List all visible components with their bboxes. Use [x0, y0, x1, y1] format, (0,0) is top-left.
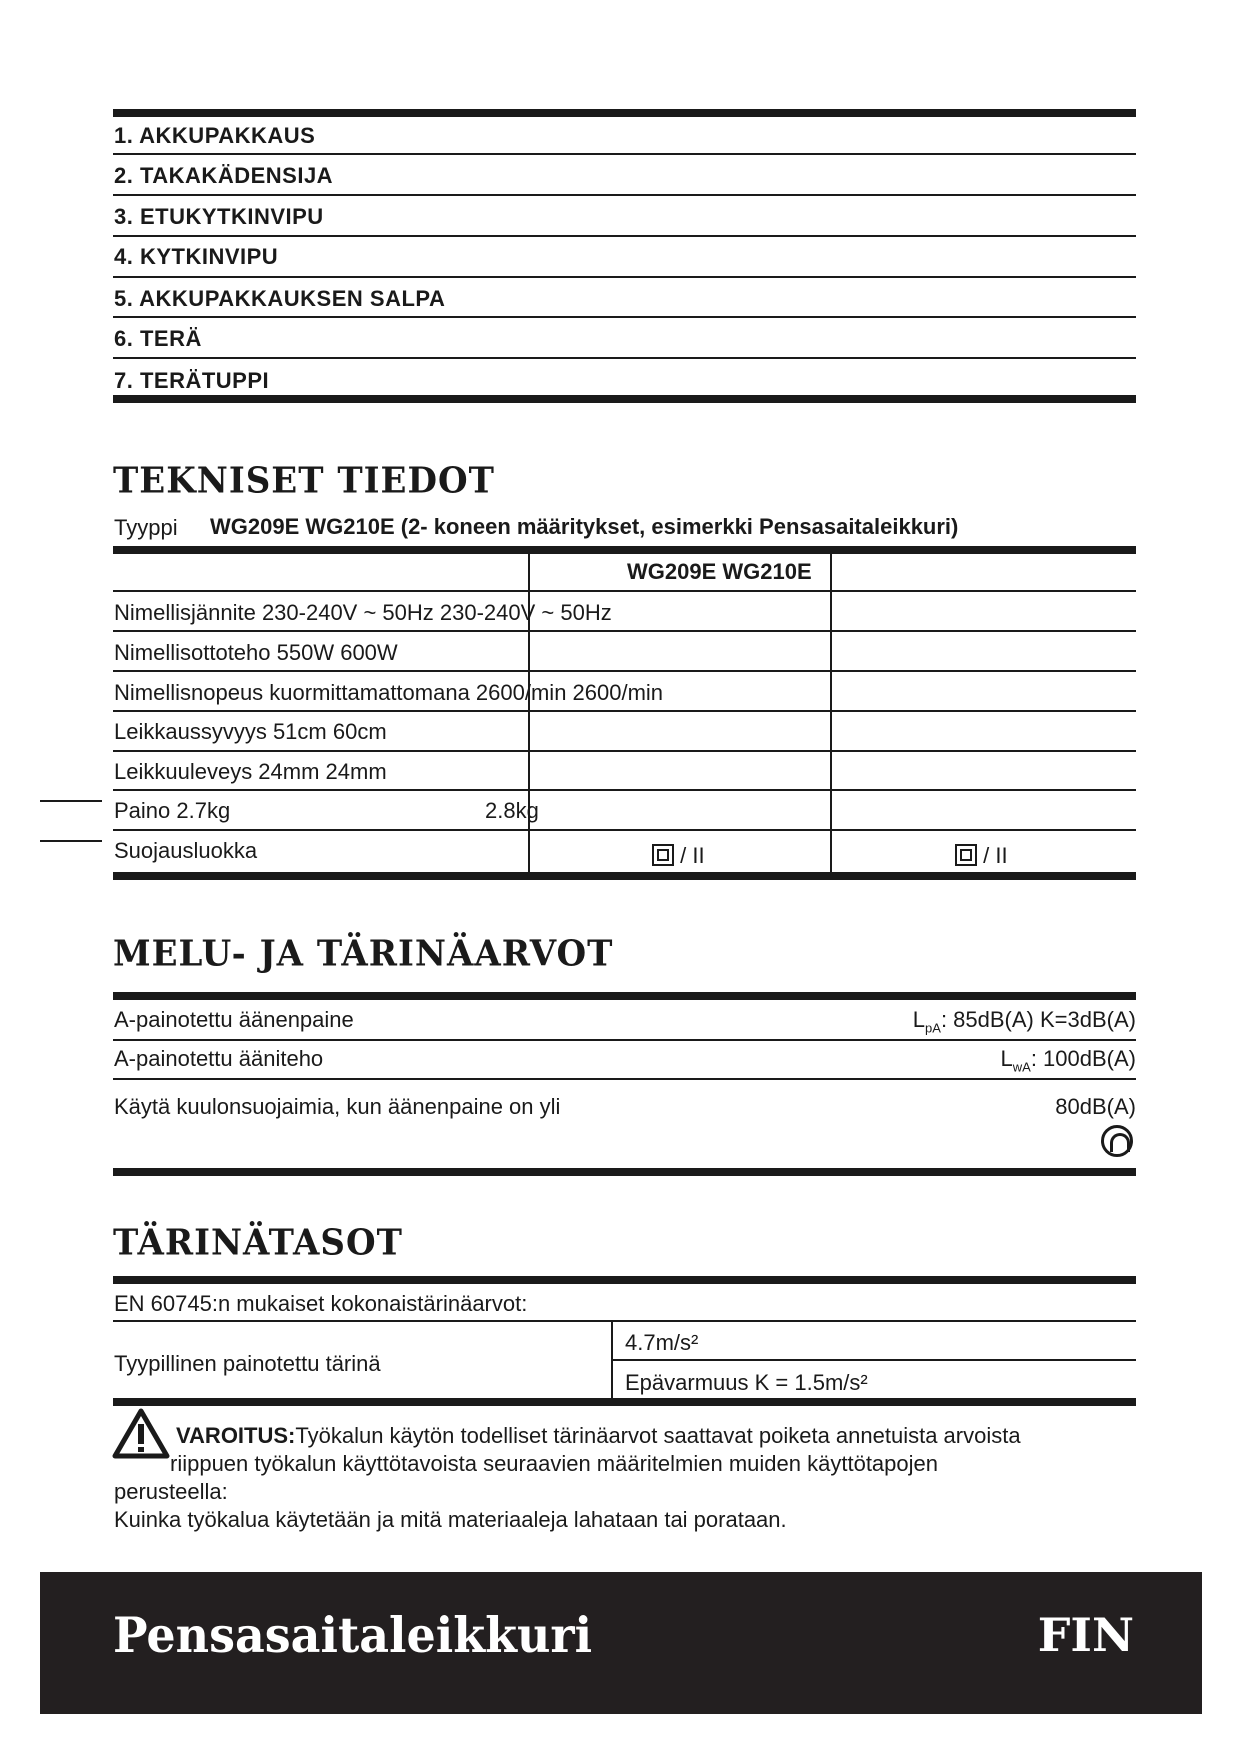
noise-pressure-value — [913, 1007, 1136, 1035]
divider — [113, 750, 1136, 752]
divider — [113, 276, 1136, 278]
noise-title: MELU- JA TÄRINÄARVOT — [113, 933, 614, 975]
noise-power-label: A-painotettu ääniteho — [114, 1046, 324, 1071]
vibration-title: TÄRINÄTASOT — [113, 1222, 403, 1264]
part-item: 4. KYTKINVIPU — [114, 244, 279, 269]
tech-row-power: Nimellisottoteho 550W 600W — [114, 640, 398, 665]
part-item: 2. TAKAKÄDENSIJA — [114, 163, 334, 188]
hearing-protection-label: Käytä kuulonsuojaimia, kun äänenpaine on yli — [114, 1094, 561, 1119]
tech-row-protection-label: Suojausluokka — [114, 838, 258, 863]
tech-table-bottom-rule — [113, 872, 1136, 880]
noise-top-rule — [113, 992, 1136, 1000]
hearing-protection-value: 80dB(A) — [1055, 1094, 1136, 1119]
warning-line-1 — [176, 1423, 1021, 1449]
divider — [113, 316, 1136, 318]
divider — [113, 590, 1136, 592]
divider — [612, 1359, 1136, 1361]
margin-mark — [40, 840, 102, 842]
divider — [113, 1078, 1136, 1080]
warning-text: Työkalun käytön todelliset tärinäarvot saattavat poiketa annetuista arvoista — [295, 1423, 1021, 1448]
vibration-value: 4.7m/s² — [625, 1330, 699, 1355]
tech-row-weight-label: Paino 2.7kg — [114, 798, 231, 823]
divider — [113, 710, 1136, 712]
vibration-standard: EN 60745:n mukaiset kokonaistärinäarvot: — [114, 1291, 528, 1316]
tech-row-cut-depth: Leikkaussyvyys 51cm 60cm — [114, 719, 387, 744]
part-item: 5. AKKUPAKKAUKSEN SALPA — [114, 286, 446, 311]
divider — [113, 235, 1136, 237]
footer-title: Pensasaitaleikkuri — [113, 1606, 593, 1664]
type-value: WG209E WG210E (2- koneen määritykset, esimerkki Pensasaitaleikkuri) — [210, 514, 959, 539]
protection-class-cell-1 — [652, 843, 705, 869]
symbol: L — [1000, 1046, 1013, 1071]
subscript: pA — [925, 1020, 941, 1036]
ear-protection-icon — [1101, 1125, 1133, 1157]
part-item: 7. TERÄTUPPI — [114, 368, 270, 393]
divider — [113, 1039, 1136, 1041]
tech-row-speed: Nimellisnopeus kuormittamattomana 2600/min 2600/min — [114, 680, 664, 705]
symbol: L — [912, 1007, 926, 1032]
warning-line-2: riippuen työkalun käyttötavoista seuraavien määritelmien muiden käyttötapojen — [170, 1451, 938, 1476]
warning-icon — [112, 1408, 170, 1460]
subscript: wA — [1012, 1059, 1031, 1075]
vibration-uncertainty: Epävarmuus K = 1.5m/s² — [625, 1370, 868, 1395]
warning-line-3: perusteella: — [114, 1479, 228, 1504]
vibration-top-rule — [113, 1276, 1136, 1284]
class-ii-icon — [955, 844, 977, 866]
tech-table-top-rule — [113, 546, 1136, 554]
noise-bottom-rule — [113, 1168, 1136, 1176]
margin-mark — [40, 800, 102, 802]
tech-header: WG209E WG210E — [627, 559, 812, 584]
warning-line-4: Kuinka työkalua käytetään ja mitä materiaaleja lahataan tai porataan. — [114, 1507, 787, 1532]
vibration-col-divider — [611, 1321, 613, 1401]
divider — [113, 670, 1136, 672]
protection-value: / II — [983, 843, 1008, 868]
tech-row-voltage: Nimellisjännite 230-240V ~ 50Hz 230-240V ~ 50Hz — [114, 600, 612, 625]
footer-language: FIN — [1037, 1608, 1134, 1662]
type-label: Tyyppi — [114, 515, 178, 540]
warning-heading: VAROITUS: — [176, 1423, 296, 1448]
divider — [113, 153, 1136, 155]
parts-bottom-rule — [113, 395, 1136, 403]
protection-class-cell-2 — [955, 843, 1008, 869]
divider — [113, 789, 1136, 791]
noise-pressure-label: A-painotettu äänenpaine — [114, 1007, 354, 1032]
tech-title: TEKNISET TIEDOT — [113, 460, 495, 502]
parts-top-rule — [113, 109, 1136, 117]
protection-value: / II — [680, 843, 705, 868]
vibration-bottom-rule — [113, 1398, 1136, 1406]
vibration-label: Tyypillinen painotettu tärinä — [114, 1351, 381, 1376]
divider — [113, 1320, 1136, 1322]
part-item: 1. AKKUPAKKAUS — [114, 123, 316, 148]
noise-power-value — [1001, 1046, 1136, 1074]
value: : 100dB(A) — [1030, 1046, 1136, 1071]
class-ii-icon — [652, 844, 674, 866]
divider — [113, 357, 1136, 359]
tech-row-cut-width: Leikkuuleveys 24mm 24mm — [114, 759, 387, 784]
footer-bar — [40, 1572, 1202, 1714]
value: : 85dB(A) K=3dB(A) — [940, 1007, 1136, 1032]
divider — [113, 630, 1136, 632]
tech-row-weight-value: 2.8kg — [485, 798, 539, 823]
part-item: 6. TERÄ — [114, 326, 202, 351]
col-divider-2 — [830, 554, 832, 873]
divider — [113, 194, 1136, 196]
part-item: 3. ETUKYTKINVIPU — [114, 204, 324, 229]
divider — [113, 829, 1136, 831]
